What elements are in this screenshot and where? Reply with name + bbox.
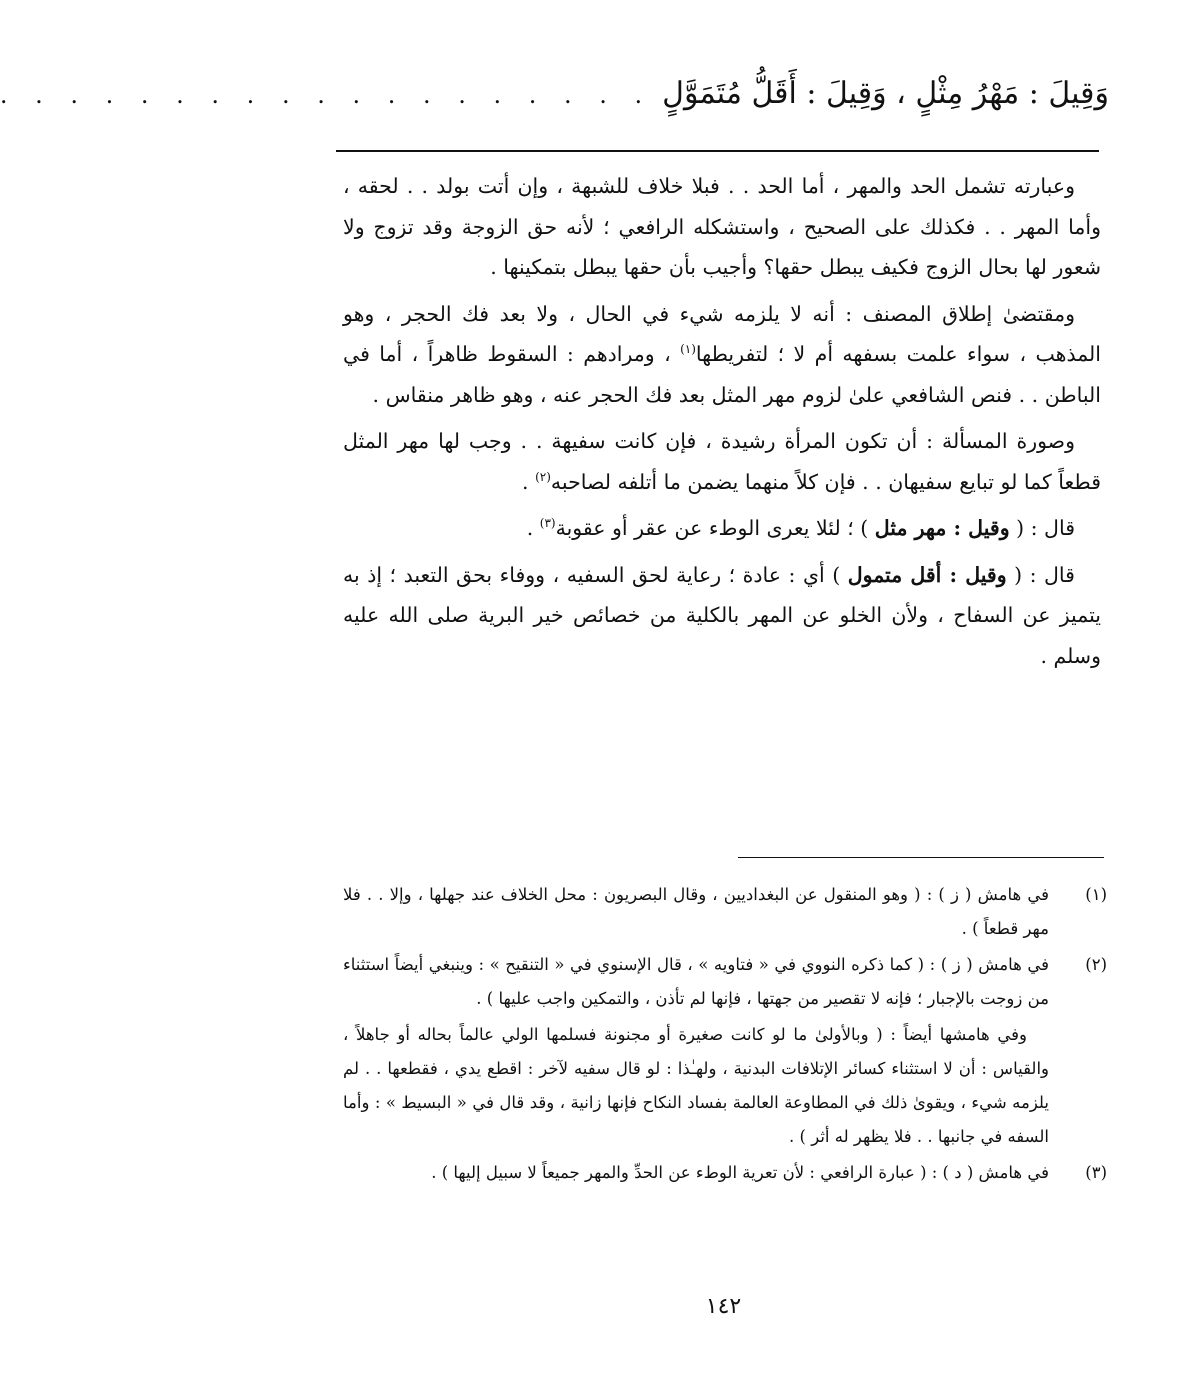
- footnote-text: في هامش ( د ) : ( عبارة الرافعي : لأن تعرية الوطء عن الحدِّ والمهر جميعاً لا سبيل إليها ) .: [431, 1163, 1049, 1182]
- footnote-2-continuation: وفي هامشها أيضاً : ( وبالأولىٰ ما لو كانت صغيرة أو مجنونة فسلمها الولي عالماً بحاله أو جاهلاً ، والقياس : أن لا استثناء كسائر الإتلافات البدنية ، ولهـٰذا : لو قال سفيه لآخر : اقطع يدي ، فقطعها . . لم يلزمه شيء ، ويقوىٰ ذلك في المطاوعة العالمة بفساد النكاح فإنها زانية ، وقد قال في « البسيط » : وأما السفه في جانبها . . فلا يظهر له أثر ) .: [343, 1025, 1049, 1146]
- paragraph-3: وصورة المسألة : أن تكون المرأة رشيدة ، فإن كانت سفيهة . . وجب لها مهر المثل قطعاً كما لو تبايع سفيهان . . فإن كلاً منهما يضمن ما أتلفه لصاحبه$^{(٢)}$ .: [343, 429, 1101, 494]
- footnote-ref-3: (٣): [539, 516, 556, 531]
- paragraph-4: قال : ( وقيل : مهر مثل ) ؛ لئلا يعرى الوطء عن عقر أو عقوبة$^{(٣)}$ .: [526, 516, 1075, 540]
- footnote-ref-1: (١): [680, 342, 696, 357]
- matn-quote-2: وقيل : أقل متمول: [847, 562, 1007, 587]
- commentary-body: [343, 166, 1101, 682]
- footnote-number: (٢): [1085, 955, 1107, 974]
- paragraph-1: وعبارته تشمل الحد والمهر ، أما الحد . . فبلا خلاف للشبهة ، وإن أتت بولد . . لحقه ، وأما المهر . . فكذلك على الصحيح ، واستشكله الرافعي ؛ لأنه حق الزوجة وقد تزوج ولا شعور لها بحال الزوج فكيف يبطل حقها؟ وأجيب بأن حقها يبطل بتمكينها .: [343, 174, 1101, 279]
- matn-dots: . . . . . . . . . . . . . . . . . . .: [0, 81, 653, 109]
- footnote-text: في هامش ( ز ) : ( كما ذكره النووي في « فتاويه » ، قال الإسنوي في « التنقيح » : وينبغي أيضاً استثناء من زوجت بالإجبار ؛ فإنه لا تقصير من جهتها ، فإنها لم تأذن ، والتمكين واجب عليها ) .: [343, 955, 1049, 1008]
- footnote-ref-2: (٢): [535, 469, 551, 484]
- footnote-2: [343, 948, 1107, 1016]
- footnote-3: [343, 1156, 1107, 1190]
- matn-text: وَقِيلَ : مَهْرُ مِثْلٍ ، وَقِيلَ : أَقَلُّ مُتَمَوَّلٍ: [662, 76, 1109, 111]
- footnotes: [343, 878, 1107, 1192]
- footnote-number: (٣): [1085, 1163, 1107, 1182]
- footnote-number: (١): [1085, 885, 1107, 904]
- header-rule: [336, 150, 1099, 152]
- matn-header-line: [0, 76, 1109, 111]
- paragraph-2: ومقتضىٰ إطلاق المصنف : أنه لا يلزمه شيء في الحال ، ولا بعد فك الحجر ، وهو المذهب ، سواء علمت بسفهه أم لا ؛ لتفريطها$^{(١)}$ ، ومرادهم : السقوط ظاهراً ، أما في الباطن . . فنص الشافعي علىٰ لزوم مهر المثل بعد فك الحجر عنه ، وهو ظاهر منقاس .: [343, 301, 1102, 407]
- footnote-text: في هامش ( ز ) : ( وهو المنقول عن البغداديين ، وقال البصريون : محل الخلاف عند جهلها ، وإلا . . فلا مهر قطعاً ) .: [343, 885, 1049, 938]
- footnote-1: [343, 878, 1107, 946]
- paragraph-5: قال : ( وقيل : أقل متمول ) أي : عادة ؛ رعاية لحق السفيه ، ووفاء بحق التعبد ؛ إذ به يتميز عن السفاح ، ولأن الخلو عن المهر بالكلية من خصائص خير البرية صلى الله عليه وسلم .: [343, 562, 1101, 668]
- page-number: ١٤٢: [705, 1294, 742, 1319]
- matn-quote-1: وقيل : مهر مثل: [874, 516, 1010, 540]
- footnote-rule: [738, 857, 1104, 858]
